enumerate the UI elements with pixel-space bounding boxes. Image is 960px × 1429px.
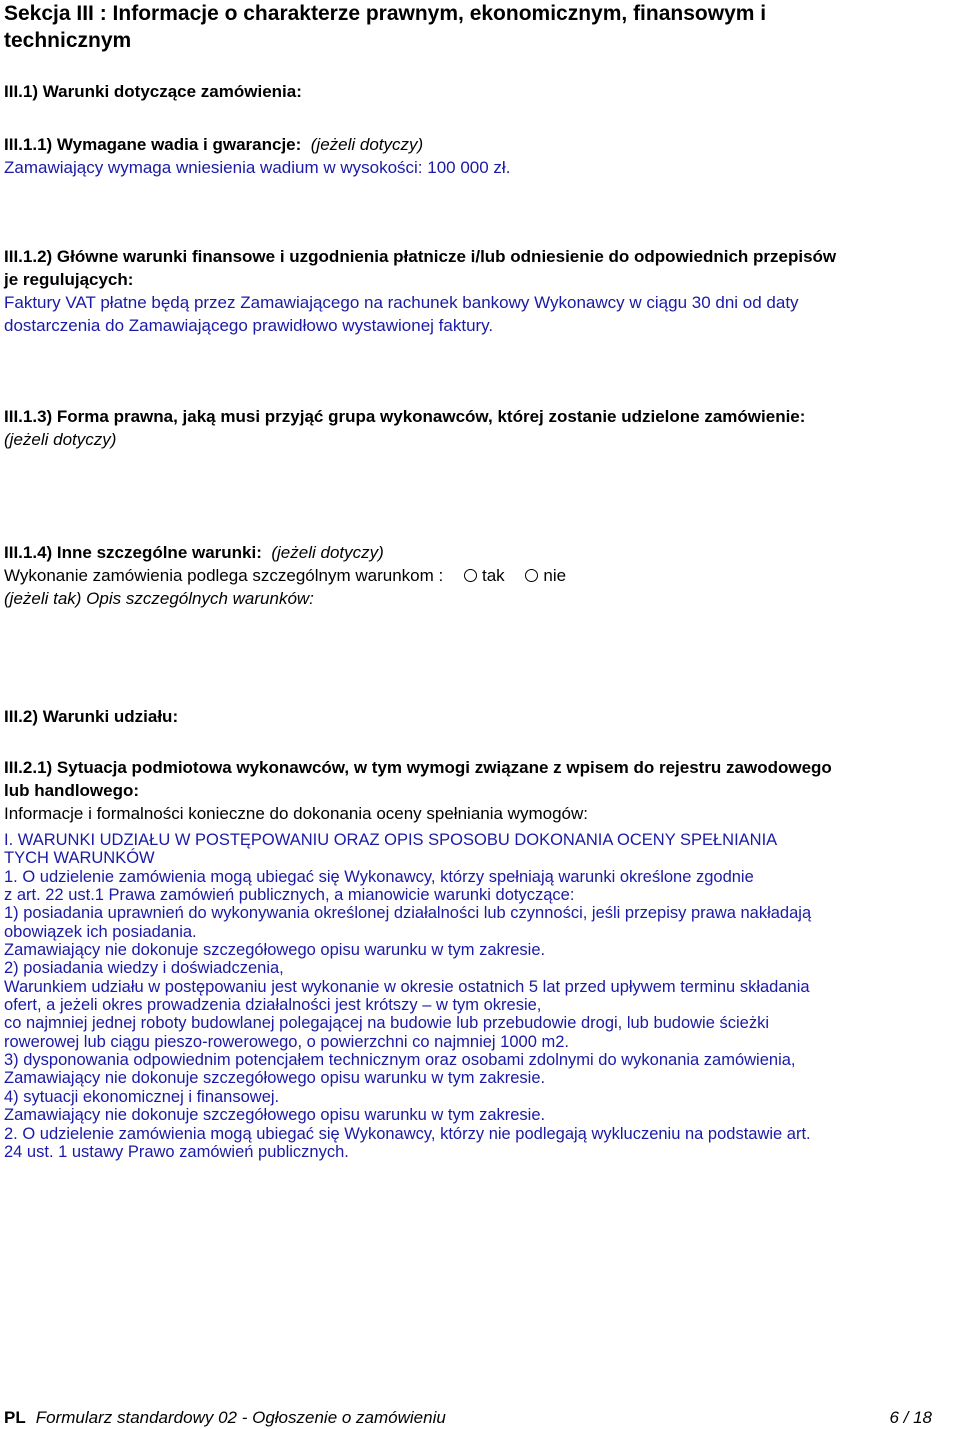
- heading-III-2: III.2) Warunki udziału:: [4, 707, 179, 726]
- conditions-line: 2. O udzielenie zamówienia mogą ubiegać się Wykonawcy, którzy nie podlegają wykluczeniu na podstawie art.: [4, 1124, 811, 1143]
- heading-III-1-4: III.1.4) Inne szczególne warunki:: [4, 543, 262, 562]
- section-title-line-1: Sekcja III : Informacje o charakterze prawnym, ekonomicznym, finansowym i: [4, 2, 767, 25]
- conditions-line: 1. O udzielenie zamówienia mogą ubiegać się Wykonawcy, którzy spełniają warunki określone zgodnie: [4, 867, 754, 886]
- radio-yes-label: tak: [481, 566, 505, 585]
- payment-terms-line-1: Faktury VAT płatne będą przez Zamawiającego na rachunek bankowy Wykonawcy w ciągu 30 dni od daty: [4, 293, 799, 312]
- radio-yes[interactable]: [464, 569, 477, 582]
- heading-III-1-3: III.1.3) Forma prawna, jaką musi przyjąć grupa wykonawców, której zostanie udzielone zamówienie:: [4, 407, 806, 426]
- participation-conditions-text: [4, 831, 952, 1161]
- requirements-subheading: Informacje i formalności konieczne do dokonania oceny spełniania wymogów:: [4, 804, 588, 823]
- conditions-line: Zamawiający nie dokonuje szczegółowego opisu warunku w tym zakresie.: [4, 941, 546, 960]
- heading-III-1-2-line-2: je regulujących:: [4, 270, 134, 289]
- conditions-line: rowerowej lub ciągu pieszo-rowerowego, o powierzchni co najmniej 1000 m2.: [4, 1032, 569, 1051]
- conditions-line: Warunkiem udziału w postępowaniu jest wykonanie w okresie ostatnich 5 lat przed upływem terminu składania: [4, 977, 810, 996]
- special-conditions-question: Wykonanie zamówienia podlega szczególnym warunkom :: [4, 566, 444, 585]
- heading-III-1: III.1) Warunki dotyczące zamówienia:: [4, 82, 302, 101]
- note-if-applicable: (jeżeli dotyczy): [271, 543, 384, 562]
- block-III-2-1: [4, 756, 948, 825]
- conditions-line: z art. 22 ust.1 Prawa zamówień publicznych, a mianowicie warunki dotyczące:: [4, 886, 575, 905]
- note-if-applicable: (jeżeli dotyczy): [310, 135, 424, 154]
- block-III-1-4: [4, 541, 948, 610]
- conditions-line: ofert, a jeżeli okres prowadzenia działalności jest krótszy – w tym okresie,: [4, 996, 542, 1015]
- conditions-line: 3) dysponowania odpowiednim potencjałem technicznym oraz osobami zdolnymi do wykonania zamówienia,: [4, 1051, 796, 1070]
- conditions-line: 1) posiadania uprawnień do wykonywania określonej działalności lub czynności, jeśli przepisy prawa nakładają: [4, 904, 812, 923]
- radio-no-label: nie: [543, 566, 567, 585]
- footer-page-number: 6 / 18: [889, 1408, 932, 1427]
- heading-III-1-1: III.1.1) Wymagane wadia i gwarancje:: [4, 135, 302, 154]
- footer-language: PL: [4, 1408, 26, 1427]
- heading-III-2-1-line-2: lub handlowego:: [4, 781, 140, 800]
- section-title-line-2: technicznym: [4, 29, 132, 52]
- heading-III-2-1-line-1: III.2.1) Sytuacja podmiotowa wykonawców, w tym wymogi związane z wpisem do rejestru zawodowego: [4, 758, 832, 777]
- deposit-value: Zamawiający wymaga wniesienia wadium w wysokości: 100 000 zł.: [4, 158, 511, 177]
- block-III-1-3: [4, 405, 948, 451]
- conditions-line: 24 ust. 1 ustawy Prawo zamówień publicznych.: [4, 1142, 349, 1161]
- block-III-1-1: [4, 133, 948, 179]
- special-conditions-row: [4, 564, 948, 587]
- conditions-line: co najmniej jednej roboty budowlanej polegającej na budowie lub przebudowie drogi, lub budowie ścieżki: [4, 1014, 769, 1033]
- conditions-line: TYCH WARUNKÓW: [4, 849, 155, 868]
- conditions-line: obowiązek ich posiadania.: [4, 922, 197, 941]
- conditions-line: 2) posiadania wiedzy i doświadczenia,: [4, 959, 284, 978]
- heading-III-1-2-line-1: III.1.2) Główne warunki finansowe i uzgodnienia płatnicze i/lub odniesienie do odpowiednich przepisów: [4, 247, 837, 266]
- conditions-line: Zamawiający nie dokonuje szczegółowego opisu warunku w tym zakresie.: [4, 1069, 546, 1088]
- radio-no[interactable]: [525, 569, 538, 582]
- conditions-line: I. WARUNKI UDZIAŁU W POSTĘPOWANIU ORAZ OPIS SPOSOBU DOKONANIA OCENY SPEŁNIANIA: [4, 831, 778, 849]
- section-title: [4, 0, 944, 54]
- footer-form-name: Formularz standardowy 02 - Ogłoszenie o zamówieniu: [35, 1408, 446, 1427]
- note-if-applicable: (jeżeli dotyczy): [4, 430, 117, 449]
- block-III-1-2: [4, 245, 948, 337]
- page-footer: [4, 1407, 932, 1429]
- conditions-line: Zamawiający nie dokonuje szczegółowego opisu warunku w tym zakresie.: [4, 1106, 546, 1125]
- conditions-line: 4) sytuacji ekonomicznej i finansowej.: [4, 1087, 280, 1106]
- special-conditions-details-label: (jeżeli tak) Opis szczególnych warunków:: [4, 589, 314, 608]
- payment-terms-line-2: dostarczenia do Zamawiającego prawidłowo wystawionej faktury.: [4, 316, 494, 335]
